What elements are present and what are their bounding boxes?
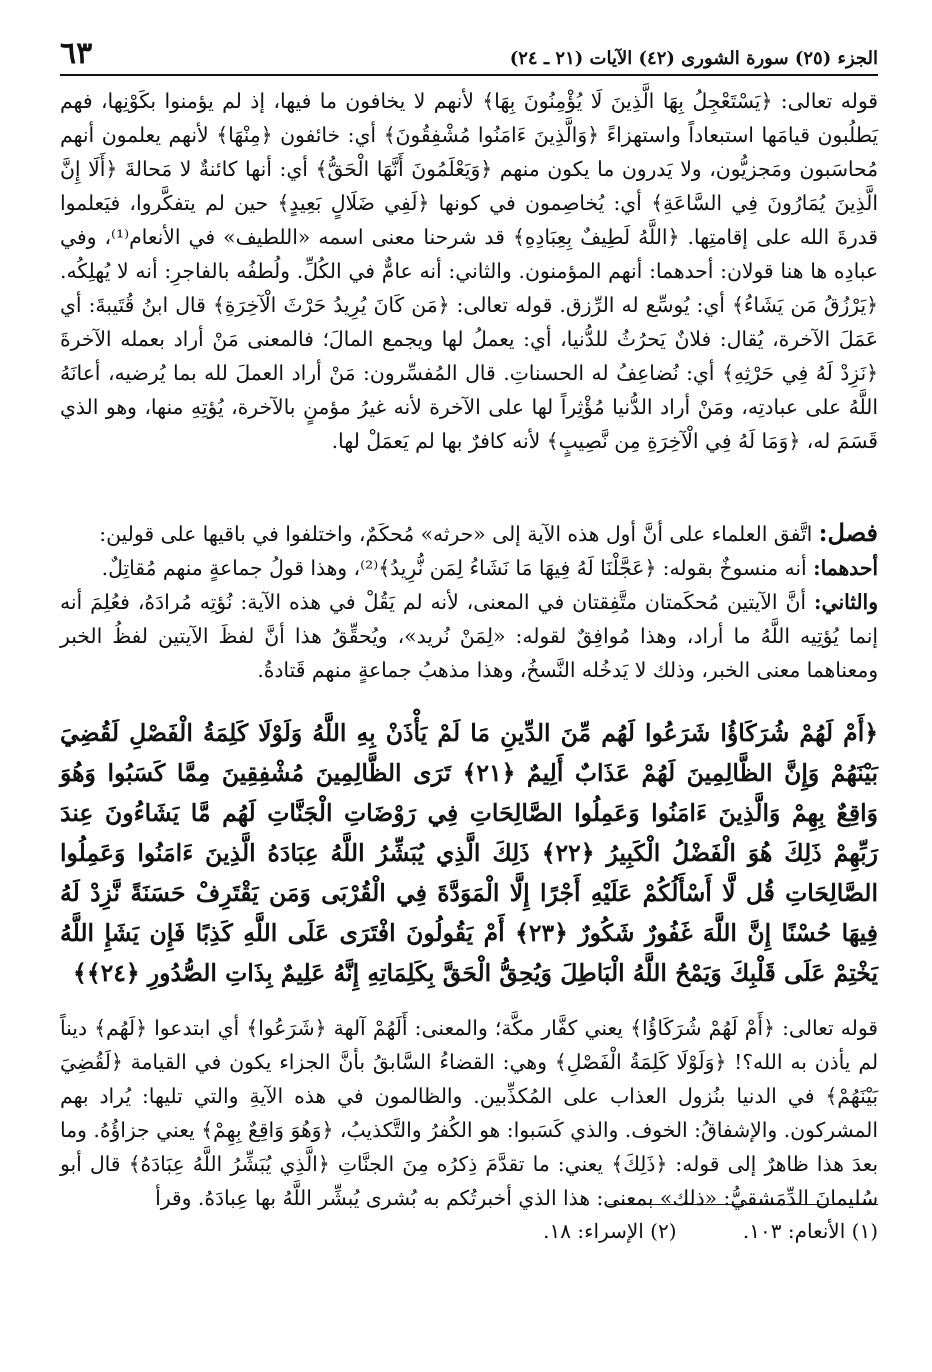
fasl-second-opinion (60, 585, 878, 687)
footnotes (60, 1216, 878, 1246)
footnote-2: (٢) الإسراء: ١٨. (543, 1219, 677, 1243)
tafsir-paragraph-b: قوله تعالى: ﴿أَمْ لَهُمْ شُرَكَاؤُا﴾ يعني كفَّار مكَّة؛ والمعنى: أَلَهُمْ آلهة ﴿شَرَعُوا﴾ أي ابتدعوا ﴿لَهُم﴾ ديناً لم يأذن به الله؟! ﴿وَلَوْلَا كَلِمَةُ الْفَصْلِ﴾ وهي: القضاءُ السَّابقُ بأنَّ الجزاء يكون في القيامة ﴿لَقُضِيَ بَيْنَهُمْ﴾ في الدنيا بنُزول العذاب على المُكذِّبين. والظالمون في هذه الآيةِ والتي تليها: يُراد بهم المشركون. والإشفاقُ: الخوف. والذي كَسَبوا: هو الكُفرُ والتَّكذيبُ، ﴿وَهُوَ وَاقِعٌ بِهِمْ﴾ يعني جزاؤُهُ. وما بعدَ هذا ظاهرٌ إلى قوله: ﴿ذَلِكَ﴾ يعني: ما تقدَّمَ ذِكرُه مِنَ الجنَّاتِ ﴿الَّذِي يُبَشِّرُ اللَّهُ عِبَادَهُ﴾ قال أبو سُليمانَ الدِّمَشقيُّ: «ذلك» بمعنى: هذا الذي أخبرتُكم به بُشرى يُبشِّر اللَّهُ بها عِبادَهُ. وقرأ (60, 1016, 878, 1210)
tafsir-paragraph: قوله تعالى: ﴿يَسْتَعْجِلُ بِهَا الَّذِينَ لَا يُؤْمِنُونَ بِهَا﴾ لأنهم لا يخافون ما فيها، إذ لم يؤمنوا بكَوْنِها، فهم يَطلُبون قيامَها استبعاداً واستهزاءً ﴿وَالَّذِينَ ءَامَنُوا مُشْفِقُونَ﴾ أي: خائفون ﴿مِنْهَا﴾ لأنهم يعلمون أنهم مُحاسَبون ومَجزيُّون، ولا يَدرون ما يكون منهم ﴿وَيَعْلَمُونَ أَنَّهَا الْحَقُّ﴾ أي: أنها كائنةٌ لا مَحالةَ ﴿أَلَا إِنَّ الَّذِينَ يُمَارُونَ فِي السَّاعَةِ﴾ أي: يُخاصِمون في كونها ﴿لَفِي ضَلَالٍ بَعِيدٍ﴾ حين لم يتفكَّروا، فيَعلموا قدرةَ الله على إقامتِها. ﴿اللَّهُ لَطِيفٌ بِعِبَادِهِ﴾ قد شرحنا معنى اسمه «اللطيف» في الأنعام⁽¹⁾، وفي عبادِه ها هنا قولان: أحدهما: أنهم المؤمنون. والثاني: أنه عامٌّ في الكُلِّ. ولُطفُه بالفاجرِ: أنه لا يُهلِكُه. ﴿يَرْزُقُ مَن يَشَاءُ﴾ أي: يُوسِّع له الرِّزق. قوله تعالى: ﴿مَن كَانَ يُرِيدُ حَرْثَ الْآخِرَةِ﴾ قال ابنُ قُتَيبةَ: أي عَمَلَ الآخرة، يُقال: فلانٌ يَحرُثُ للدُّنيا، أي: يعملُ لها ويجمع المالَ؛ فالمعنى مَنْ أراد بعمله الآخرةَ ﴿نَزِدْ لَهُ فِي حَرْثِهِ﴾ أي: نُضاعِفُ له الحسناتِ. قال المُفسِّرون: مَنْ أراد العملَ لله بما يُرضيه، أعانَهُ اللَّهُ على عبادتِه، ومَنْ أراد الدُّنيا مُؤْثِراً لها على الآخرة لأنه غيرُ مؤمنٍ بالآخرة، يُؤتِهِ منها، وهو الذي قَسَمَ له، ﴿وَمَا لَهُ فِي الْآخِرَةِ مِن نَّصِيبٍ﴾ لأنه كافرٌ بها لم يَعمَلْ لها. (60, 89, 878, 453)
footnote-divider (608, 1204, 878, 1205)
footnote-1: (١) الأنعام: ١٠٣. (742, 1219, 878, 1243)
page-content (60, 84, 878, 1210)
fasl-section (60, 516, 878, 693)
second-opinion-text: أنَّ الآيتين مُحكَمتان متَّفِقتان في المعنى، لأنه لم يَقُلْ في هذه الآية: نُؤتِه مُرادَهُ، فعُلِمَ أنه إنما يُؤتِيه اللَّهُ ما أراد، وهذا مُوافِقٌ لقوله: «لِمَنْ نُريد»، ويُحقِّقُ هذا أنَّ لفظَ الآيتين لفظُ الخبر ومعناهما معنى الخبر، وذلك لا يَدخُله النَّسخُ، وهذا مذهبُ جماعةٍ منهم قَتادةُ. (60, 590, 878, 682)
quran-verses (60, 713, 878, 1001)
quran-text: ﴿أَمْ لَهُمْ شُرَكَاؤُا شَرَعُوا لَهُم مِّنَ الدِّينِ مَا لَمْ يَأْذَنْ بِهِ اللَّهُ وَلَوْلَا كَلِمَةُ الْفَصْلِ لَقُضِيَ بَيْنَهُمْ وَإِنَّ الظَّالِمِينَ لَهُمْ عَذَابٌ أَلِيمٌ ﴿٢١﴾ تَرَى الظَّالِمِينَ مُشْفِقِينَ مِمَّا كَسَبُوا وَهُوَ وَاقِعٌ بِهِمْ وَالَّذِينَ ءَامَنُوا وَعَمِلُوا الصَّالِحَاتِ فِي رَوْضَاتِ الْجَنَّاتِ لَهُم مَّا يَشَاءُونَ عِندَ رَبِّهِمْ ذَلِكَ هُوَ الْفَضْلُ الْكَبِيرُ ﴿٢٢﴾ ذَلِكَ الَّذِي يُبَشِّرُ اللَّهُ عِبَادَهُ الَّذِينَ ءَامَنُوا وَعَمِلُوا الصَّالِحَاتِ قُل لَّا أَسْأَلُكُمْ عَلَيْهِ أَجْرًا إِلَّا الْمَوَدَّةَ فِي الْقُرْبَى وَمَن يَقْتَرِفْ حَسَنَةً نَّزِدْ لَهُ فِيهَا حُسْنًا إِنَّ اللَّهَ غَفُورٌ شَكُورٌ ﴿٢٣﴾ أَمْ يَقُولُونَ افْتَرَى عَلَى اللَّهِ كَذِبًا فَإِن يَشَإِ اللَّهُ يَخْتِمْ عَلَى قَلْبِكَ وَيَمْحُ اللَّهُ الْبَاطِلَ وَيُحِقُّ الْحَقَّ بِكَلِمَاتِهِ إِنَّهُ عَلِيمٌ بِذَاتِ الصُّدُورِ ﴿٢٤﴾﴾ (60, 719, 878, 987)
running-title: الجزء (٢٥) سورة الشورى (٤٢) الآيات (٢١ ـ ٢٤) (509, 48, 878, 69)
fasl-label: فصل: (818, 518, 878, 547)
fasl-intro (60, 516, 878, 551)
book-page (60, 34, 878, 1354)
first-opinion-label: أحدهما: (813, 556, 878, 580)
first-opinion-text: أنه منسوخٌ بقوله: ﴿عَجَّلْنَا لَهُ فِيهَا مَا نَشَاءُ لِمَن نُّرِيدُ﴾⁽²⁾، وهذا قولُ جماعةٍ منهم مُقاتِلٌ. (101, 556, 814, 580)
fasl-intro-text: اتَّفق العلماء على أنَّ أول هذه الآية إلى «حرثه» مُحكَمٌ، واختلفوا في باقيها على قولين: (99, 522, 819, 546)
tafsir-block-b (60, 1011, 878, 1210)
tafsir-block-a (60, 84, 878, 504)
page-header (60, 34, 878, 76)
fasl-first-opinion (60, 551, 878, 585)
second-opinion-label: والثاني: (814, 590, 878, 614)
page-number: ٦٣ (60, 36, 93, 71)
